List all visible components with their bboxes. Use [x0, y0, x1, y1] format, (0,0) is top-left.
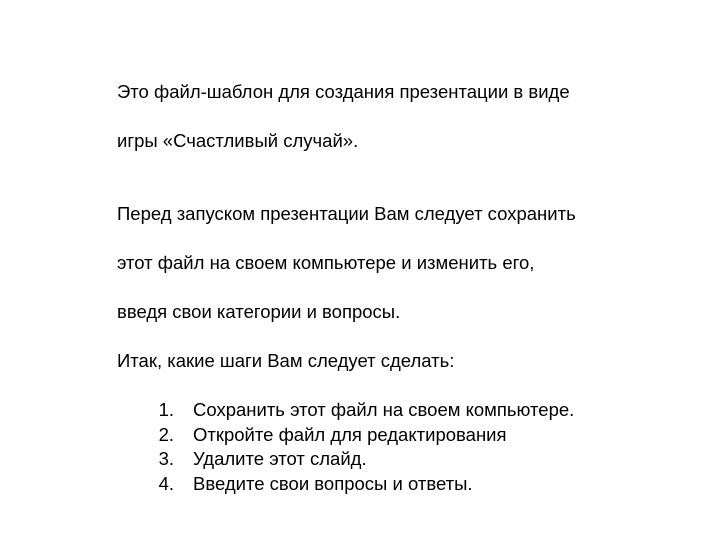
- intro-line: Это файл-шаблон для создания презентации в виде: [117, 80, 570, 102]
- step-item: [117, 472, 677, 497]
- step-number: 4.: [158, 472, 174, 494]
- intro-paragraph: [117, 55, 677, 153]
- step-number: 1.: [158, 399, 174, 420]
- step-item: [117, 423, 677, 448]
- intro-line: игры «Счастливый случай».: [117, 129, 359, 151]
- step-number: 2.: [158, 423, 174, 445]
- steps-list: [117, 398, 677, 496]
- step-text: Сохранить этот файл на своем компьютере.: [193, 399, 575, 420]
- steps-heading: Итак, какие шаги Вам следует сделать:: [117, 350, 455, 371]
- save-instructions-line: Перед запуском презентации Вам следует сохранить: [117, 203, 576, 224]
- instruction-text-box[interactable]: [117, 55, 677, 496]
- step-number: 3.: [158, 448, 174, 469]
- save-instructions-line: этот файл на своем компьютере и изменить его,: [117, 252, 535, 273]
- step-text: Откройте файл для редактирования: [193, 423, 507, 445]
- step-item: [117, 398, 677, 423]
- step-text: Введите свои вопросы и ответы.: [193, 472, 473, 494]
- save-instructions-paragraph: [117, 178, 677, 325]
- save-instructions-line: введя свои категории и вопросы.: [117, 301, 401, 322]
- step-item: [117, 447, 677, 472]
- step-text: Удалите этот слайд.: [193, 448, 367, 469]
